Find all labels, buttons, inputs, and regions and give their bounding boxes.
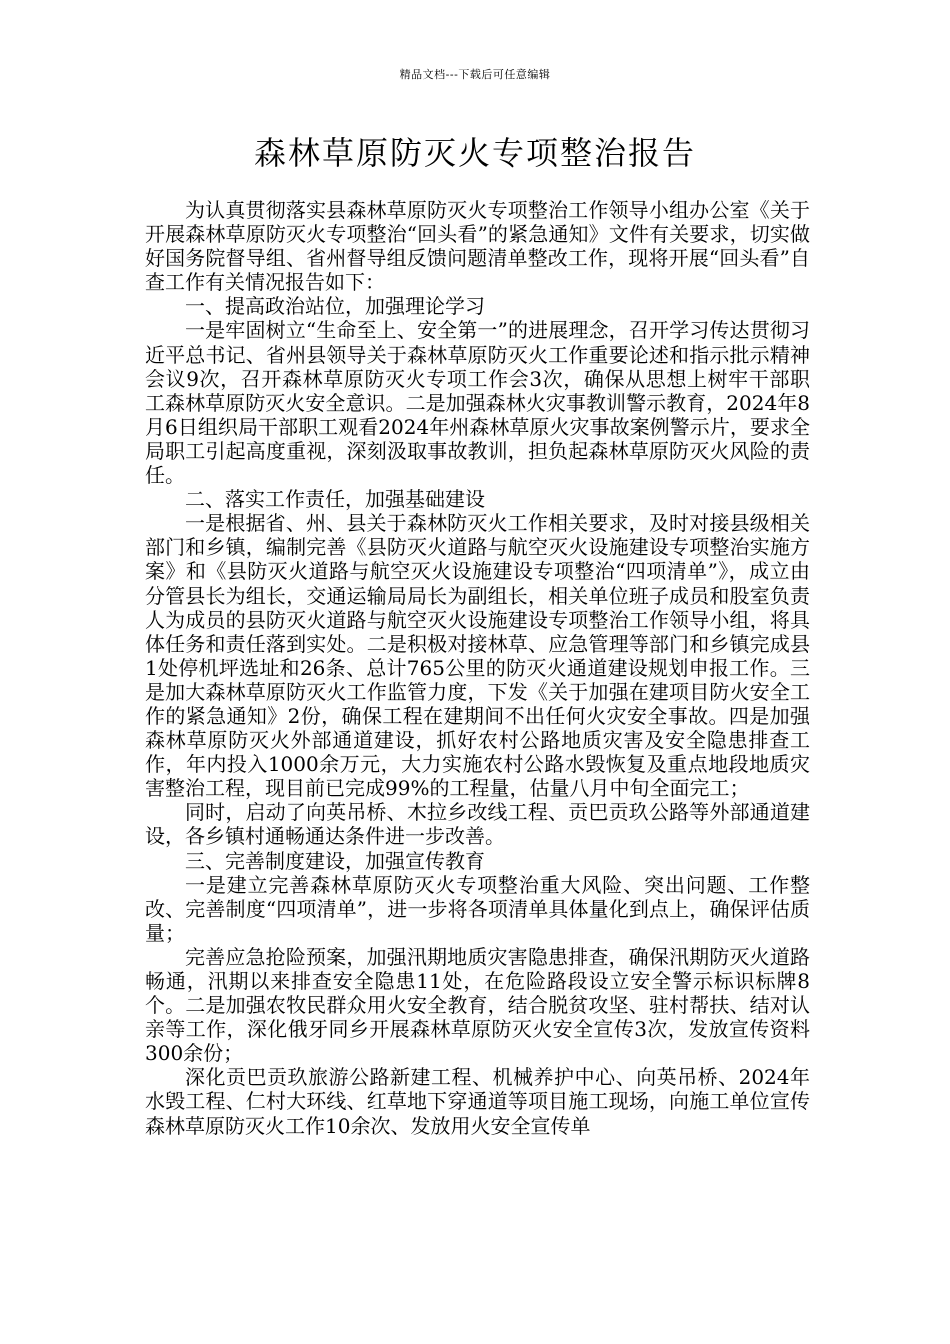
section-heading-3: 三、完善制度建设，加强宣传教育 — [185, 848, 485, 873]
paragraph-section-1: 一是牢固树立“生命至上、安全第一”的进展理念，召开学习传达贯彻习近平总书记、省州县领导关于森林草原防灭火工作重要论述和指示批示精神会议9次，召开森林草原防灭火专项工作会3次，确保从思想上树牢干部职工森林草原防灭火安全意识。二是加强森林火灾事教训警示教育，2024年8月6日组织局干部职工观看2024年州森林草原火灾事故案例警示片，要求全局职工引起高度重视，深刻汲取事故教训，担负起森林草原防灭火风险的责任。 — [145, 318, 810, 488]
section-heading-2: 二、落实工作责任，加强基础建设 — [185, 487, 485, 512]
header-note: 精品文档---下载后可任意编辑 — [399, 68, 551, 81]
paragraph-section-2: 一是根据省、州、县关于森林防灭火工作相关要求，及时对接县级相关部门和乡镇，编制完善《县防灭火道路与航空灭火设施建设专项整治实施方案》和《县防灭火道路与航空灭火设施建设专项整治“四项清单”》，成立由分管县长为组长，交通运输局局长为副组长，相关单位班子成员和股室负责人为成员的县防灭火道路与航空灭火设施建设专项整治工作领导小组，将具体任务和责任落到实处。二是积极对接林草、应急管理等部门和乡镇完成县1处停机坪选址和26条、总计765公里的防灭火通道建设规划申报工作。三是加大森林草原防灭火工作监管力度，下发《关于加强在建项目防火安全工作的紧急通知》2份，确保工程在建期间不出任何火灾安全事故。四是加强森林草原防灭火外部通道建设，抓好农村公路地质灾害及安全隐患排查工作，年内投入1000余万元，大力实施农村公路水毁恢复及重点地段地质灾害整治工程，现目前已完成99%的工程量，估量八月中旬全面完工； — [145, 511, 810, 801]
paragraph-section-3-c: 深化贡巴贡玖旅游公路新建工程、机械养护中心、向英吊桥、2024年水毁工程、仁村大环线、红草地下穿通道等项目施工现场，向施工单位宣传森林草原防灭火工作10余次、发放用火安全宣传单 — [145, 1065, 810, 1138]
paragraph-section-3-b: 完善应急抢险预案，加强汛期地质灾害隐患排查，确保汛期防灭火道路畅通，汛期以来排查安全隐患11处，在危险路段设立安全警示标识标牌8个。二是加强农牧民群众用火安全教育，结合脱贫攻坚、驻村帮扶、结对认亲等工作，深化俄牙同乡开展森林草原防灭火安全宣传3次，发放宣传资料300余份； — [145, 944, 810, 1066]
paragraph-section-3-a: 一是建立完善森林草原防灭火专项整治重大风险、突出问题、工作整改、完善制度“四项清单”，进一步将各项清单具体量化到点上，确保评估质量； — [145, 872, 810, 945]
document-body — [145, 198, 810, 1138]
section-heading-1: 一、提高政治站位，加强理论学习 — [185, 294, 485, 319]
document-title: 森林草原防灭火专项整治报告 — [253, 134, 696, 172]
paragraph-intro: 为认真贯彻落实县森林草原防灭火专项整治工作领导小组办公室《关于开展森林草原防灭火专项整治“回头看”的紧急通知》文件有关要求，切实做好国务院督导组、省州督导组反馈问题清单整改工作，现将开展“回头看”自查工作有关情况报告如下： — [145, 198, 810, 295]
paragraph-section-2-cont: 同时，启动了向英吊桥、木拉乡改线工程、贡巴贡玖公路等外部通道建设，各乡镇村通畅通达条件进一步改善。 — [145, 800, 810, 849]
